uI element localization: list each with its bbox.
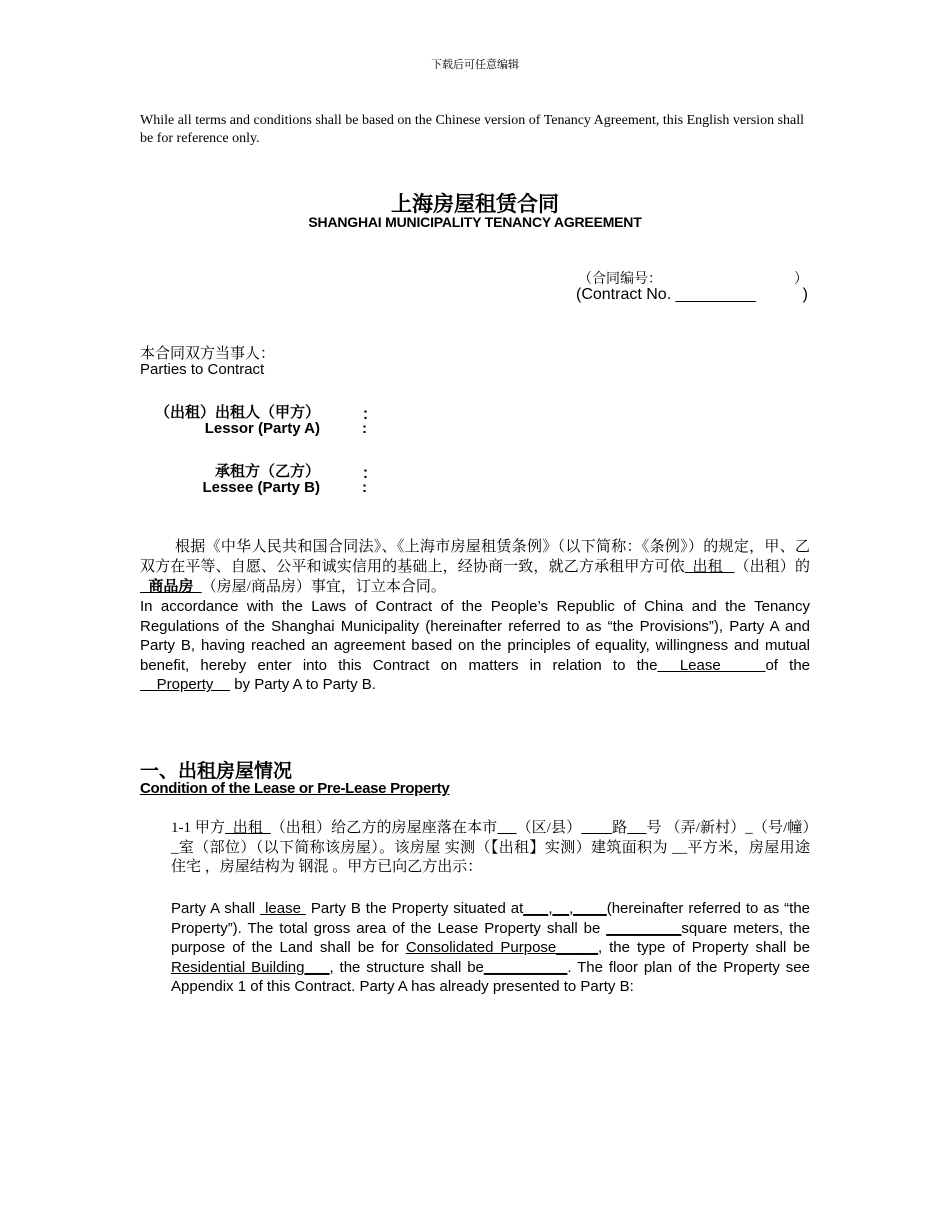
clause-1-1-chinese xyxy=(171,819,810,878)
clause-cn-text: （区/县） xyxy=(516,820,582,836)
title-chinese: 上海房屋租赁合同 xyxy=(391,193,559,216)
preamble-chinese xyxy=(140,538,810,598)
road-blank xyxy=(627,820,646,836)
lease-blank: 出租 xyxy=(225,820,271,836)
preamble-cn-text: （房屋/商品房）事宜，订立本合同。 xyxy=(201,579,446,596)
property-blank-en: Property xyxy=(140,676,231,694)
preamble-cn-text: （出租）的 xyxy=(734,558,810,575)
area-blank-en: _________ xyxy=(606,919,682,937)
lessee-colon-cn: ： xyxy=(362,465,378,482)
land-purpose-blank-en: Consolidated Purpose_____ xyxy=(405,939,598,957)
clause-cn-text: （出租）给乙方的房屋座落在本市 xyxy=(270,820,498,836)
page-header: 下载后可任意编辑 xyxy=(431,59,519,71)
structure-blank-en: __________ xyxy=(483,958,568,976)
preamble-en-text: by Party A to Party B. xyxy=(230,676,376,694)
preamble-cn-text: 根据《中华人民共和国合同法》、《上海市房屋租赁条例》（以下简称：《条例》）的规定，甲、乙双方在平等、自愿、公平和诚实信用的基础上，经协商一致，就乙方承租甲方可依 xyxy=(140,539,810,575)
lease-blank-en: Lease xyxy=(657,656,766,674)
clause-1-1-english xyxy=(171,899,810,997)
clause-en-text: , the structure shall be xyxy=(329,958,484,976)
clause-en-text: (hereinafter referred to as “the Property”). The total gross area of the Lease Property shall be xyxy=(171,900,810,937)
section-1-heading-cn: 一、出租房屋情况 xyxy=(140,761,293,782)
lease-type-blank-cn: 出租 xyxy=(684,558,735,575)
lessor-colon-en: : xyxy=(362,420,367,437)
parties-heading-cn: 本合同双方当事人： xyxy=(140,346,276,362)
contract-number-cn xyxy=(578,268,808,288)
clause-en-text: . The floor plan of the Property see Appendix 1 of this Contract. Party A has already presented to Party B: xyxy=(171,958,810,996)
lessee-label-en: Lessee (Party B) xyxy=(202,479,320,496)
contract-number-en xyxy=(576,286,808,304)
section-1-heading-en: Condition of the Lease or Pre-Lease Property xyxy=(140,780,450,797)
parties-heading-en: Parties to Contract xyxy=(140,361,265,378)
clause-cn-text: 1-1 甲方 xyxy=(171,820,226,836)
district-blank xyxy=(581,820,612,836)
lessee-label-cn: 承租方（乙方） xyxy=(214,463,320,480)
lessee-colon-en: : xyxy=(362,479,367,496)
preamble-en-text: In accordance with the Laws of Contract of the People’s Republic of China and the Tenancy Regulations of the Shanghai Municipality (hereinafter referred to as “the Provisions”), Party A and Party B, having reached an agreement based on the principles of equality, willingness and mutual benefit, hereby enter into this Contract on matters in relation to the xyxy=(140,598,810,674)
property-type-blank-cn: 商品房 xyxy=(140,578,202,596)
reference-note: While all terms and conditions shall be based on the Chinese version of Tenancy Agreement, this English version shall be for reference only. xyxy=(140,113,805,146)
contract-number-en-close: ) xyxy=(802,286,808,303)
lessor-colon-cn: ： xyxy=(362,406,378,423)
lease-blank-en: lease xyxy=(260,900,306,917)
property-type-blank-en: Residential Building___ xyxy=(171,958,330,976)
address-blank-en: ___,__,____ xyxy=(523,900,607,917)
city-blank xyxy=(497,820,516,836)
clause-en-text: square meters, the purpose of the Land shall be for xyxy=(171,919,810,957)
lessor-label-en: Lessor (Party A) xyxy=(204,420,320,437)
clause-cn-text: 号 （弄/新村）_（号/幢）_室（部位）（以下简称该房屋）。该房屋 实测（【出租】实测）建筑面积为 __平方米，房屋用途 住宅 ，房屋结构为 钢混 。甲方已向乙方出示： xyxy=(171,820,810,876)
clause-en-text: Party A shall xyxy=(171,900,261,917)
title-english: SHANGHAI MUNICIPALITY TENANCY AGREEMENT xyxy=(308,214,642,230)
contract-number-cn-label: （合同编号： xyxy=(578,272,662,287)
clause-en-text: , the type of Property shall be xyxy=(597,939,810,957)
preamble-en-text: of the xyxy=(765,656,811,674)
contract-number-cn-close: ） xyxy=(794,272,808,287)
clause-en-text: Party B the Property situated at xyxy=(305,900,524,917)
clause-cn-text: 路 xyxy=(612,820,628,836)
contract-number-en-label: (Contract No. _________ xyxy=(576,286,756,303)
preamble-english xyxy=(140,597,810,695)
lessor-label-cn: （出租）出租人（甲方） xyxy=(154,404,320,421)
